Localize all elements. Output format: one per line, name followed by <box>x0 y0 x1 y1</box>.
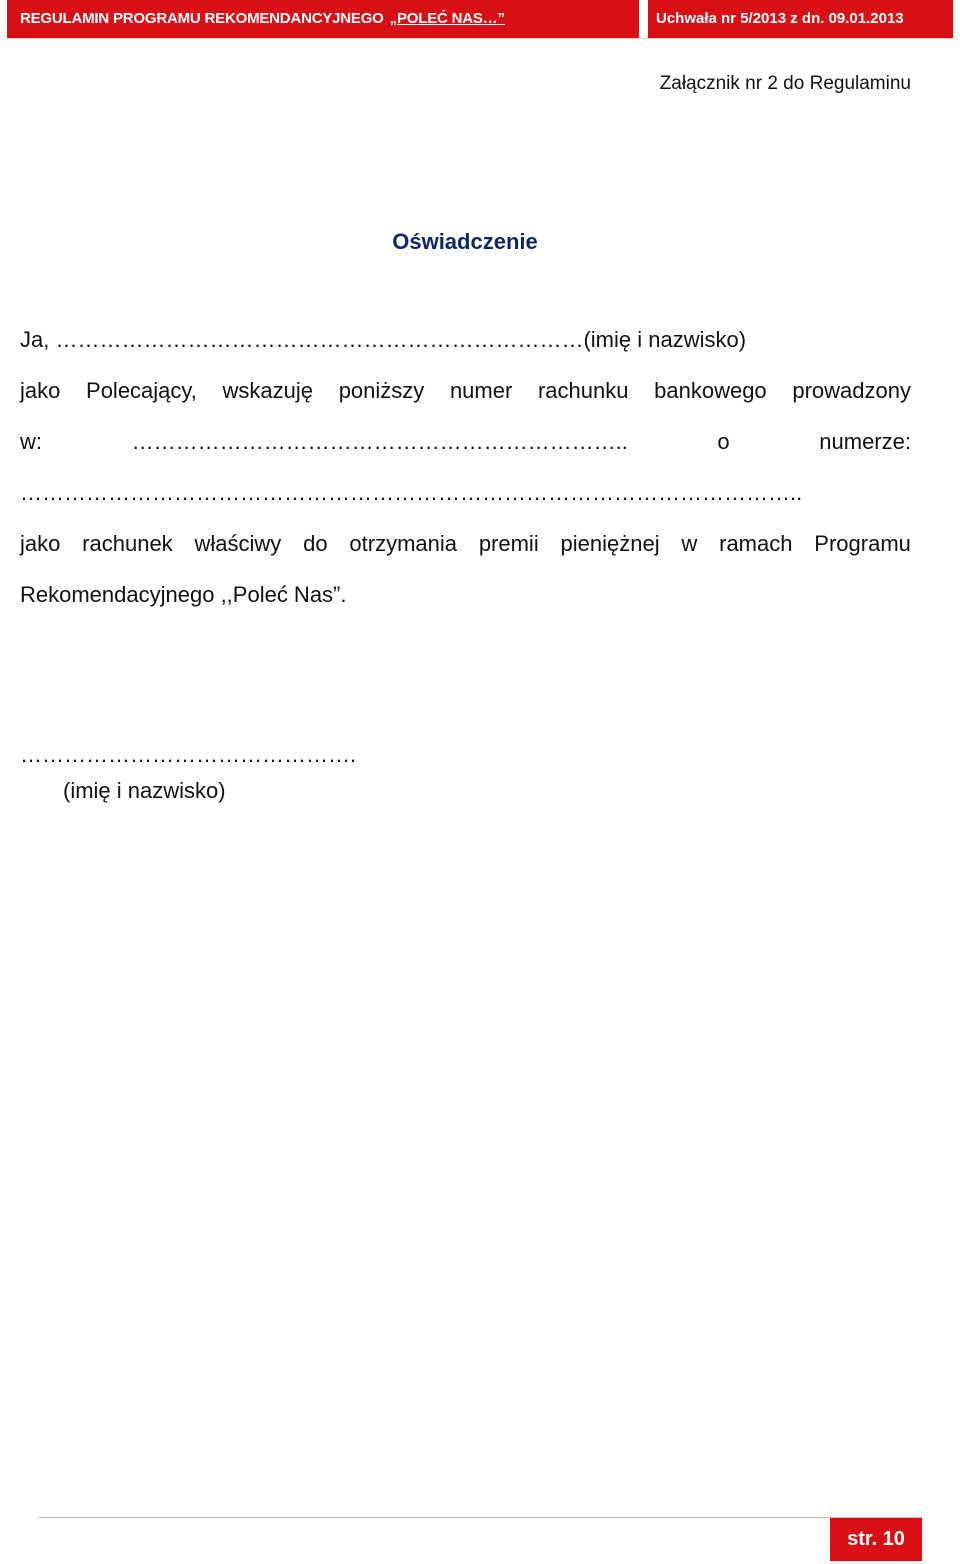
word: jako <box>20 378 61 403</box>
signature-label: (imię i nazwisko) <box>63 778 226 803</box>
header-left-text: REGULAMIN PROGRAMU REKOMENDANCYJNEGO <box>20 10 384 27</box>
word: premii <box>478 531 539 556</box>
statement-line-6: Rekomendacyjnego ,,Poleć Nas”. <box>20 582 347 607</box>
word: rachunku <box>537 378 629 403</box>
statement-line-1 <box>20 314 911 365</box>
word: otrzymania <box>349 531 457 556</box>
word: rachunek <box>82 531 173 556</box>
signature-dots: ………………………………………. <box>20 742 357 767</box>
statement-line-5 <box>20 518 911 569</box>
statement-line-3 <box>20 416 911 467</box>
statement-paragraph <box>20 314 911 620</box>
annex-label: Załącznik nr 2 do Regulaminu <box>659 73 911 94</box>
header-program-name: „POLEĆ NAS…” <box>389 10 505 27</box>
word: prowadzony <box>792 378 911 403</box>
word: bankowego <box>654 378 767 403</box>
bank-dots: ………………………………………………………….. <box>131 429 628 454</box>
word: wskazuję <box>222 378 314 403</box>
header-resolution: Uchwała nr 5/2013 z dn. 09.01.2013 <box>648 0 953 38</box>
name-dots: ……………………………………………………………… <box>55 327 584 352</box>
header-regulation-title <box>7 0 639 38</box>
document-title: Oświadczenie <box>392 229 538 254</box>
name-hint: (imię i nazwisko) <box>583 327 747 352</box>
word: poniższy <box>338 378 425 403</box>
bank-label: w: <box>20 429 42 454</box>
word: pieniężnej <box>560 531 660 556</box>
word: właściwy <box>194 531 282 556</box>
word: jako <box>20 531 61 556</box>
word: Programu <box>814 531 911 556</box>
account-number-label: numerze: <box>819 429 911 454</box>
statement-line-2 <box>20 365 911 416</box>
account-number-dots: …………………………………………………………………………………………….. <box>20 480 803 505</box>
word: numer <box>449 378 513 403</box>
word: w <box>681 531 698 556</box>
page-number: str. 10 <box>830 1518 922 1561</box>
word: Polecający, <box>86 378 197 403</box>
word: ramach <box>719 531 793 556</box>
page-header <box>7 0 953 39</box>
word: do <box>303 531 328 556</box>
ja-text: Ja, <box>20 327 56 352</box>
name-field <box>20 314 746 365</box>
footer-divider <box>38 1517 922 1518</box>
word: o <box>717 429 730 454</box>
